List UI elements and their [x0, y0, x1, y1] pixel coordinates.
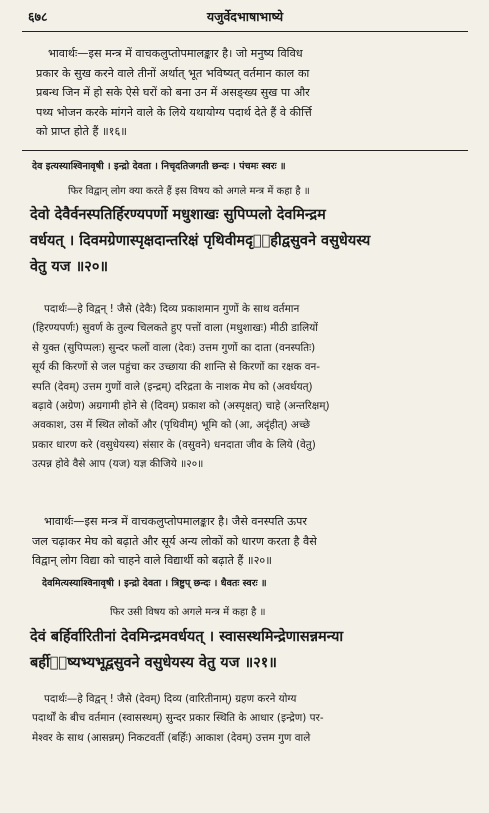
text-line: पथ्य भोजन करके मांगने वाले के लिये यथायोग्य पदार्थ देते हैं वे कीर्त्ति	[36, 105, 312, 119]
section-rule	[22, 150, 468, 151]
text-line: बढ़ावे (अग्रेण) अग्रगामी होने से (दिवम्) प्रकाश को (अस्पृक्षत्) चाहे (अन्तरिक्षम्)	[32, 400, 330, 413]
text-line: स्पति (देवम्) उत्तम गुणों वाले (इन्द्रम्) दरिद्रता के नाशक मेघ को (अवर्धयत्)	[32, 380, 313, 393]
verse-line: बर्हीᳫँष्यभ्यभूद्वसुवने वसुधेयस्य वेतु यज ॥२१॥	[30, 655, 277, 671]
text-line: (हिरण्यपर्णः) सुवर्ण के तुल्य चिलकते हुए पत्तों वाला (मधुशाखः) मीठी डालियों	[32, 322, 318, 335]
text-line: विद्वान् लोग विद्या को चाहने वाले विद्यार्थी को बढ़ाते हैं ॥२०॥	[32, 554, 272, 568]
text-line: मेश्वर के साथ (आसन्नम्) निकटवर्ती (बर्हिः) आकाश (देवम्) उत्तम गुण वाले	[32, 731, 311, 744]
mantra-21-meta: देवमित्यस्याश्विनावृषी । इन्द्रो देवता । त्रिष्टुप् छन्दः । धैवतः स्वरः ॥	[42, 578, 267, 589]
text-line: भावार्थः—इस मन्त्र में वाचकलुप्तोपमालङ्कार है। जैसे वनस्पति ऊपर	[44, 515, 307, 528]
verse-line: देवं बर्हिर्वारितीनां देवमिन्द्रमवर्धयत् । स्वासस्थमिन्द्रेणासन्नमन्या	[30, 629, 344, 645]
mantra-20-verse	[30, 202, 470, 280]
text-line: प्रकार के सुख करने वाले तीनों अर्थात् भूत भविष्यत् वर्तमान काल का	[36, 66, 310, 80]
mantra-21-padartha	[32, 690, 472, 748]
text-line: उत्पन्न होवे वैसे आप (यज) यज्ञ कीजिये ॥२०॥	[32, 458, 204, 471]
text-line: से युक्त (सुपिप्पलः) सुन्दर फलों वाला (देवः) उत्तम गुणों का दाता (वनस्पतिः)	[32, 341, 316, 354]
text-line: को प्राप्त होते हैं ॥१६॥	[36, 125, 127, 139]
text-line: प्रबन्ध जिन में हो सके ऐसे घरों को बना उन में असङ्ख्य सुख पा और	[36, 86, 310, 100]
text-line: पदार्थः—हे विद्वन् ! जैसे (देवैः) दिव्य प्रकाशमान गुणों के साथ वर्तमान	[44, 303, 300, 315]
verse-line: देवो देवैर्वनस्पतिर्हिरण्यपर्णो मधुशाखः सुपिप्पलो देवमिन्द्रम	[30, 207, 326, 223]
text-line: पदार्थों के बीच वर्तमान (स्वासस्थम्) सुन्दर प्रकार स्थिति के आधार (इन्द्रेण) पर-	[32, 712, 324, 725]
bhavartha-19	[36, 44, 476, 142]
text-line: अवकाश, उस में स्थित लोकों और (पृथिवीम्) भूमि को (आ, अदृंहीत्) अच्छे	[32, 419, 310, 432]
text-line: जल चढ़ाकर मेघ को बढ़ाते और सूर्य अन्य लोकों को धारण करता है वैसे	[32, 534, 317, 548]
mantra-20-padartha	[32, 300, 472, 475]
text-line: पदार्थः—हे विद्वन् ! जैसे (देवम्) दिव्य (वारितीनाम्) ग्रहण करने योग्य	[44, 693, 297, 705]
verse-line: वर्धयत् । दिवमग्रेणास्पृक्षदान्तरिक्षं पृथिवीमदृᳫँहीद्वसुवने वसुधेयस्य	[30, 233, 371, 249]
mantra-20-intro: फिर विद्वान् लोग क्या करते हैं इस विषय को अगले मन्त्र में कहा है ॥	[68, 186, 310, 197]
text-line: प्रकार धारण करे (वसुधेयस्य) संसार के (वसुवने) धनदाता जीव के लिये (वेतु)	[32, 438, 316, 451]
page-header	[20, 6, 470, 28]
text-line: सूर्य की किरणों से जल पहुंचा कर उच्छाया की शान्ति से किरणों का रक्षक वन-	[32, 361, 321, 374]
verse-line: वेतु यज ॥२०॥	[30, 259, 109, 275]
mantra-21-intro: फिर उसी विषय को अगले मन्त्र में कहा है ॥	[110, 607, 266, 618]
header-rule	[22, 31, 468, 32]
mantra-21-verse	[30, 624, 470, 676]
mantra-20-bhavartha	[32, 512, 472, 571]
text-line: भावार्थः—इस मन्त्र में वाचकलुप्तोपमालङ्कार है। जो मनुष्य विविध	[48, 47, 303, 60]
page-number: ६७८	[28, 9, 48, 24]
running-title: यजुर्वेदभाषाभाष्ये	[206, 9, 284, 24]
mantra-20-meta: देव इत्यस्याश्विनावृषी । इन्द्रो देवता । निचृदतिजगती छन्दः । पंचमः स्वरः ॥	[32, 161, 286, 172]
